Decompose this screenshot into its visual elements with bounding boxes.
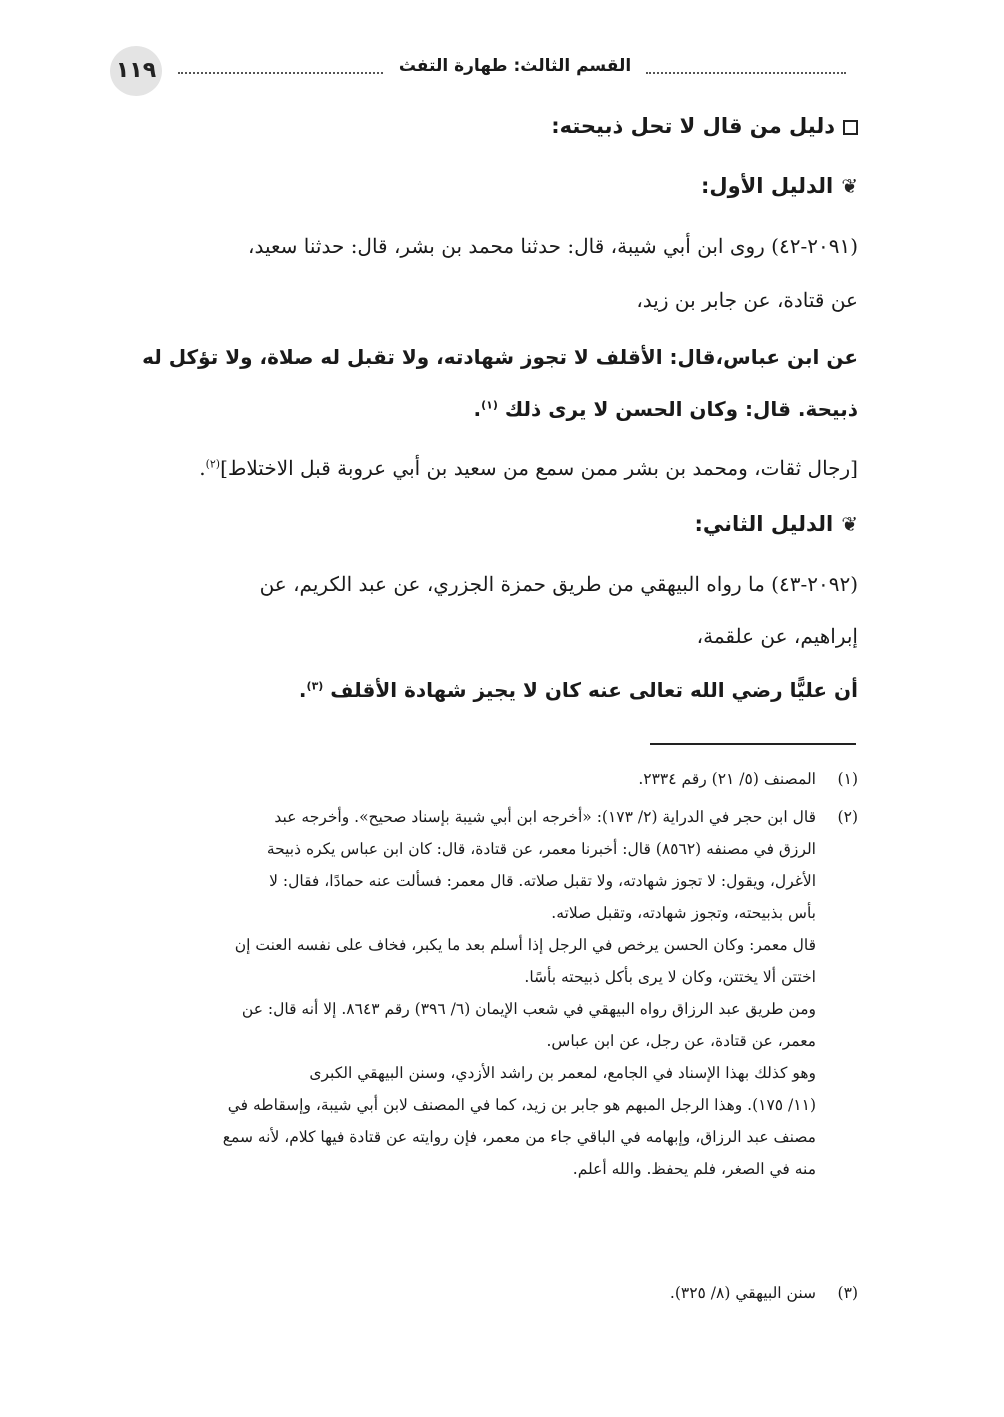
evidence-2-line: (٢٠٩٢-٤٣) ما رواه البيهقي من طريق حمزة الجزري، عن عبد الكريم، عن bbox=[259, 572, 858, 596]
footnote-text: الرزق في مصنفه (٨٥٦٢) قال: أخبرنا معمر، عن قتادة، قال: كان ابن عباس يكره ذبيحة bbox=[266, 840, 816, 858]
footnote-text: اختتن ألا يختتن، وكان لا يرى بأكل ذبيحته بأسًا. bbox=[524, 968, 816, 986]
evidence-1-text-bold: عن ابن عباس،قال: الأقلف لا تجوز شهادته، ولا تقبل له صلاة، ولا تؤكل له bbox=[142, 345, 858, 369]
evidence-2-text-bold bbox=[299, 678, 858, 702]
grading-note-text: [رجال ثقات، ومحمد بن بشر ممن سمع من سعيد بن أبي عروبة قبل الاختلاط] bbox=[220, 456, 858, 480]
footnote-text: الأغرل، ويقول: لا تجوز شهادته، ولا تقبل صلاته. قال معمر: فسألت عنه حمادًا، فقال: لا bbox=[269, 872, 816, 890]
evidence-2-text-bold-part: أن عليًّا رضي الله تعالى عنه كان لا يجيز شهادة الأقلف bbox=[330, 678, 858, 702]
footnote-text: قال معمر: وكان الحسن يرخص في الرجل إذا أسلم بعد ما يكبر، فخاف على نفسه العنت إن bbox=[234, 936, 816, 954]
evidence-2-heading bbox=[694, 512, 858, 536]
header-title: القسم الثالث: طهارة التفث bbox=[398, 56, 632, 76]
leaf-bullet-icon: ❦ bbox=[841, 174, 858, 198]
footnote-ref-3[interactable]: (٣) bbox=[306, 679, 324, 693]
evidence-1-text-bold bbox=[473, 397, 858, 421]
footnote-1 bbox=[118, 763, 858, 795]
footnote-separator bbox=[650, 743, 856, 745]
footnote-text: ومن طريق عبد الرزاق رواه البيهقي في شعب الإيمان (٦/ ٣٩٦) رقم ٨٦٤٣. إلا أنه قال: عن bbox=[241, 1000, 816, 1018]
evidence-1-line: عن قتادة، عن جابر بن زيد، bbox=[636, 288, 858, 312]
evidence-1-heading bbox=[701, 174, 858, 198]
footnote-2 bbox=[118, 801, 858, 1185]
footnote-number: (٢) bbox=[837, 808, 858, 826]
footnote-text: معمر، عن قتادة، عن رجل، عن ابن عباس. bbox=[546, 1032, 816, 1050]
evidence-1-line: (٢٠٩١-٤٢) روى ابن أبي شيبة، قال: حدثنا محمد بن بشر، قال: حدثنا سعيد، bbox=[248, 234, 858, 258]
section-title bbox=[551, 114, 858, 138]
checkbox-bullet-icon bbox=[843, 120, 858, 135]
footnote-3 bbox=[118, 1277, 858, 1309]
footnote-text: مصنف عبد الرزاق، وإبهامه في الباقي جاء من معمر، فإن روايته عن قتادة فيها كلام، لأنه سمع bbox=[222, 1128, 816, 1146]
footnote-text: بأس بذبيحته، وتجوز شهادته، وتقبل صلاته. bbox=[551, 904, 816, 922]
footnote-text: (١١/ ١٧٥). وهذا الرجل المبهم هو جابر بن زيد، كما في المصنف لابن أبي شيبة، وإسقاطه في bbox=[227, 1096, 816, 1114]
footnote-ref-1[interactable]: (١) bbox=[481, 398, 498, 412]
evidence-1-text-bold-part: ذبيحة. قال: وكان الحسن لا يرى ذلك bbox=[504, 397, 858, 421]
footnote-ref-2[interactable]: (٢) bbox=[205, 457, 221, 471]
footnote-text: المصنف (٥/ ٢١) رقم ٢٣٣٤. bbox=[638, 770, 816, 788]
footnote-text: قال ابن حجر في الدراية (٢/ ١٧٣): «أخرجه ابن أبي شيبة بإسناد صحيح». وأخرجه عبد bbox=[274, 808, 816, 826]
header-dotted-rule bbox=[178, 72, 383, 74]
footnote-text: سنن البيهقي (٨/ ٣٢٥). bbox=[669, 1284, 816, 1302]
footnote-text: وهو كذلك بهذا الإسناد في الجامع، لمعمر بن راشد الأزدي، وسنن البيهقي الكبرى bbox=[309, 1064, 816, 1082]
evidence-2-line: إبراهيم، عن علقمة، bbox=[696, 624, 858, 648]
punctuation: . bbox=[473, 397, 482, 421]
section-title-text: دليل من قال لا تحل ذبيحته: bbox=[551, 114, 835, 138]
running-header bbox=[110, 46, 860, 96]
footnote-number: (٣) bbox=[837, 1284, 858, 1302]
leaf-bullet-icon: ❦ bbox=[841, 512, 858, 536]
punctuation: . bbox=[298, 678, 307, 702]
evidence-2-heading-text: الدليل الثاني: bbox=[694, 512, 834, 536]
punctuation: . bbox=[199, 456, 206, 480]
footnote-number: (١) bbox=[837, 770, 858, 788]
header-dotted-rule bbox=[646, 72, 846, 74]
page-number: ١١٩ bbox=[110, 46, 162, 96]
footnote-text: منه في الصغر، فلم يحفظ. والله أعلم. bbox=[572, 1160, 816, 1178]
evidence-1-heading-text: الدليل الأول: bbox=[701, 174, 834, 198]
grading-note bbox=[199, 456, 858, 480]
